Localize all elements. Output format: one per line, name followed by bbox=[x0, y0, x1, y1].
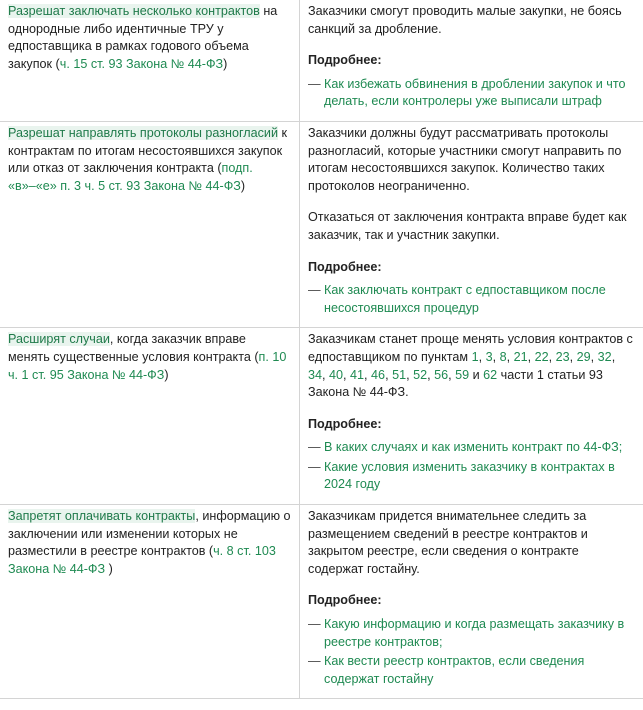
consequence-paragraph: Заказчики должны будут рассматривать протоколы разногласий, которые участники смогут направить по итогам несостоявшихся закупок. Количество таких протоколов неограниченно. bbox=[308, 125, 622, 193]
table-row bbox=[0, 0, 643, 121]
table-row bbox=[0, 121, 643, 327]
item-link[interactable]: 8 bbox=[499, 349, 507, 364]
change-consequence bbox=[300, 0, 643, 121]
consequence-paragraph: Заказчики смогут проводить малые закупки, не боясь санкций за дробление. bbox=[308, 4, 622, 36]
more-link[interactable]: Как избежать обвинения в дроблении закупок и что делать, если контролеры уже выписали штраф bbox=[324, 76, 626, 109]
item-link[interactable]: 1 bbox=[471, 349, 479, 364]
change-description bbox=[0, 328, 300, 505]
change-highlight: Разрешат направлять протоколы разногласий bbox=[8, 125, 279, 140]
consequence-text: части 1 статьи 93 Закона № 44-ФЗ. bbox=[308, 367, 603, 400]
law-reference-link[interactable]: п. 10 ч. 1 ст. 95 Закона № 44-ФЗ bbox=[8, 349, 287, 382]
change-text-end: ) bbox=[164, 367, 169, 382]
table-row bbox=[0, 328, 643, 505]
change-text: к контрактам по итогам несостоявшихся закупок или отказ от заключения контракта ( bbox=[8, 125, 288, 176]
more-link[interactable]: Какую информацию и когда размещать заказчику в реестре контрактов; bbox=[324, 617, 625, 649]
consequence-paragraph: Заказчикам станет проще менять условия контрактов с едпоставщиком по пунктам 1, 3, 8, 21, 22, 23, 29, 32, 34, 40, 41, 46, 51, 52, 56, 59 и 62 части 1 статьи 93 Закона № 44-ФЗ. bbox=[308, 332, 633, 400]
consequence-paragraph: Заказчикам придется внимательнее следить за размещением сведений в реестре контрактов и закрытом реестре, если сведения о контракте содержат гостайну. bbox=[308, 509, 588, 576]
more-label: Подробнее: bbox=[308, 593, 382, 608]
item-link[interactable]: 56 bbox=[434, 367, 449, 382]
more-label: Подробнее: bbox=[308, 259, 382, 274]
more-link[interactable]: Какие условия изменить заказчику в контрактах в 2024 году bbox=[324, 459, 615, 492]
item-link[interactable]: 40 bbox=[329, 367, 344, 382]
change-highlight: Запретят оплачивать контракты bbox=[8, 509, 196, 524]
change-text: , информацию о заключении или изменении которых не разместили в реестре контрактов ( bbox=[8, 509, 291, 559]
change-consequence bbox=[300, 121, 643, 327]
item-link[interactable]: 46 bbox=[371, 367, 386, 382]
list-item: — Какую информацию и когда размещать заказчику в реестре контрактов; bbox=[308, 617, 625, 649]
more-links-list bbox=[308, 282, 635, 317]
more-links-list bbox=[308, 616, 635, 688]
more-link[interactable]: В каких случаях и как изменить контракт по 44-ФЗ; bbox=[324, 440, 623, 455]
law-reference-link[interactable]: ч. 8 ст. 103 Закона № 44-ФЗ bbox=[8, 544, 276, 576]
list-item: — Как вести реестр контрактов, если сведения содержат гостайну bbox=[308, 654, 585, 686]
change-consequence bbox=[300, 328, 643, 505]
change-description bbox=[0, 121, 300, 327]
more-label: Подробнее: bbox=[308, 53, 382, 68]
law-reference-link[interactable]: ч. 15 ст. 93 Закона № 44-ФЗ bbox=[59, 56, 224, 71]
item-link[interactable]: 29 bbox=[576, 349, 591, 364]
item-link[interactable]: 59 bbox=[455, 367, 470, 382]
more-links-list bbox=[308, 76, 635, 111]
item-link[interactable]: 22 bbox=[534, 349, 549, 364]
more-label: Подробнее: bbox=[308, 416, 382, 431]
item-link[interactable]: 23 bbox=[555, 349, 570, 364]
list-item: — Какие условия изменить заказчику в контрактах в 2024 году bbox=[308, 459, 615, 492]
list-item: — Как избежать обвинения в дроблении закупок и что делать, если контролеры уже выписали штраф bbox=[308, 76, 626, 109]
list-item: — Как заключать контракт с едпоставщиком после несостоявшихся процедур bbox=[308, 283, 606, 315]
more-link[interactable]: Как вести реестр контрактов, если сведения содержат гостайну bbox=[324, 654, 585, 686]
table-row bbox=[0, 505, 643, 699]
change-highlight: Разрешат заключать несколько контрактов bbox=[8, 4, 260, 18]
consequence-paragraph: Отказаться от заключения контракта вправе будет как заказчик, так и участник закупки. bbox=[308, 210, 627, 242]
item-link[interactable]: 21 bbox=[513, 349, 528, 364]
more-link[interactable]: Как заключать контракт с едпоставщиком после несостоявшихся процедур bbox=[324, 283, 606, 315]
change-description bbox=[0, 0, 300, 121]
change-text: на однородные либо идентичные ТРУ у едпоставщика в рамках годового объема закупок ( bbox=[8, 4, 278, 71]
more-links-list bbox=[308, 439, 635, 494]
change-highlight: Расширят случаи bbox=[8, 332, 110, 347]
item-link[interactable]: 3 bbox=[485, 349, 493, 364]
change-text-end: ) bbox=[223, 56, 228, 71]
change-text-end: ) bbox=[240, 178, 246, 193]
item-link[interactable]: 62 bbox=[483, 367, 498, 382]
consequence-text: Заказчикам станет проще менять условия контрактов с едпоставщиком по пунктам bbox=[308, 332, 633, 364]
item-link[interactable]: 51 bbox=[392, 367, 407, 382]
law-reference-link[interactable]: подп. «в»–«е» п. 3 ч. 5 ст. 93 Закона № 44-ФЗ bbox=[8, 161, 253, 193]
change-description bbox=[0, 505, 300, 699]
item-link[interactable]: 52 bbox=[413, 367, 428, 382]
change-consequence bbox=[300, 505, 643, 699]
item-link[interactable]: 41 bbox=[350, 367, 365, 382]
consequence-text: и bbox=[469, 367, 484, 382]
item-link[interactable]: 32 bbox=[597, 349, 612, 364]
list-item: — В каких случаях и как изменить контракт по 44-ФЗ; bbox=[308, 440, 623, 455]
item-link[interactable]: 34 bbox=[308, 367, 323, 382]
change-text: , когда заказчик вправе менять существенные условия контракта ( bbox=[8, 332, 259, 364]
change-text-end: ) bbox=[105, 561, 113, 576]
